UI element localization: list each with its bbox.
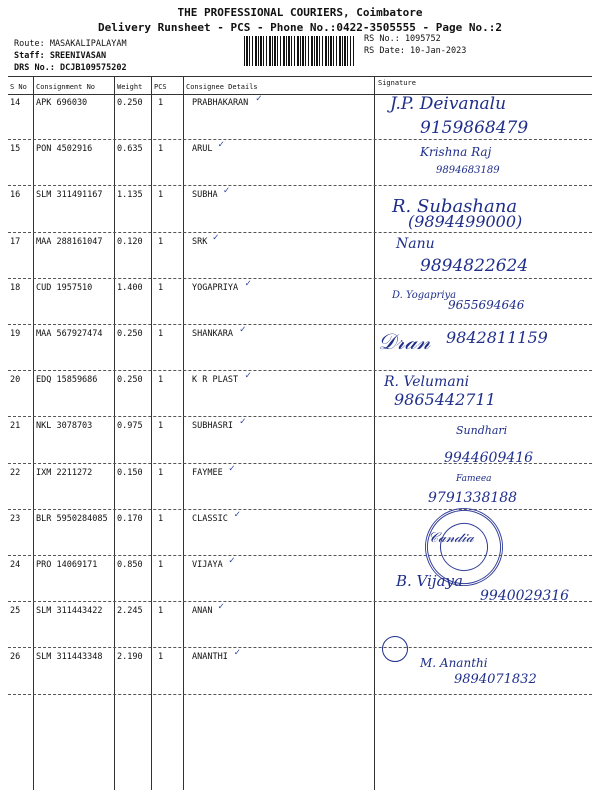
signature-scribble: 𝒟𝓇𝒶𝓃: [378, 330, 431, 355]
signature-phone: 9894071832: [454, 672, 537, 687]
check-mark-icon: ✓: [255, 94, 263, 104]
row-weight: 2.245: [117, 606, 143, 617]
row-pcs: 1: [158, 98, 164, 108]
row-pcs: 1: [158, 144, 164, 155]
row-sno: 23: [10, 513, 21, 524]
row-pcs: 1: [158, 329, 164, 339]
signature-text: Nanu: [396, 236, 435, 252]
row-pcs: 1: [158, 467, 164, 478]
check-mark-icon: ✓: [217, 140, 225, 151]
drs-label: DRS No.: DCJB109575202: [14, 63, 127, 73]
company-title: THE PROFESSIONAL COURIERS, Coimbatore: [177, 6, 423, 19]
row-weight: 0.250: [117, 375, 143, 386]
signature-text: Fameea: [456, 474, 492, 484]
row-weight: 0.635: [117, 144, 143, 155]
signature-text: B. Vijaya: [396, 572, 463, 590]
row-pcs: 1: [158, 652, 164, 663]
signature-text: J.P. Deivanalu: [390, 94, 507, 114]
row-sno: 15: [10, 144, 21, 155]
row-weight: 1.400: [117, 282, 143, 293]
row-sno: 21: [10, 421, 21, 432]
row-weight: 0.170: [117, 513, 143, 524]
row-consignee: ARUL: [192, 144, 213, 155]
check-mark-icon: ✓: [233, 648, 241, 659]
row-weight: 1.135: [117, 190, 143, 201]
signature-phone: 9791338188: [428, 490, 518, 506]
row-sno: 22: [10, 467, 21, 478]
row-weight: 0.150: [117, 467, 143, 478]
check-mark-icon: ✓: [223, 186, 231, 197]
signature-text: Sundhari: [456, 424, 508, 437]
row-sno: 25: [10, 606, 21, 617]
row-pcs: 1: [158, 513, 164, 524]
row-consignee: ANANTHI: [192, 652, 228, 663]
row-consignee: SUBHASRI: [192, 421, 233, 432]
rs-number: RS No.: 1095752: [364, 34, 441, 44]
row-consignment-no: NKL 3078703: [36, 421, 93, 432]
col-header-weight: Weight: [117, 83, 143, 91]
table-row: [0, 140, 600, 186]
col-header-consignee: Consignee Details: [186, 83, 258, 91]
signature-phone: 9944609416: [444, 450, 534, 466]
row-weight: 0.120: [117, 236, 143, 247]
signature-circle-mark: [382, 636, 408, 662]
row-sno: 20: [10, 375, 21, 386]
col-header-consignment: Consignment No: [36, 83, 96, 91]
row-consignee: SUBHA: [192, 190, 218, 201]
check-mark-icon: ✓: [233, 509, 241, 520]
signature-text: R. Subashana: [392, 196, 518, 217]
row-sno: 16: [10, 190, 21, 201]
barcode: [244, 36, 354, 66]
signature-phone: 9894822624: [420, 256, 529, 276]
row-pcs: 1: [158, 560, 164, 570]
row-sno: 26: [10, 652, 21, 663]
row-sno: 17: [10, 236, 21, 247]
row-weight: 0.250: [117, 329, 143, 339]
signature-phone: 9894683189: [436, 165, 500, 176]
table-row: [0, 602, 600, 648]
row-consignee: FAYMEE: [192, 467, 223, 478]
row-consignment-no: CUD 1957510: [36, 282, 93, 293]
row-consignment-no: BLR 5950284085: [36, 513, 108, 524]
row-sno: 18: [10, 282, 21, 293]
row-consignment-no: SLM 311443348: [36, 652, 103, 663]
table-row: [0, 510, 600, 556]
signature-phone: 9842811159: [446, 328, 548, 347]
row-consignee: K R PLAST: [192, 375, 239, 386]
row-pcs: 1: [158, 282, 164, 293]
rs-date: RS Date: 10-Jan-2023: [364, 46, 467, 56]
row-consignee: SRK: [192, 236, 208, 247]
check-mark-icon: ✓: [217, 602, 225, 613]
staff-label: Staff: SREENIVASAN: [14, 51, 107, 61]
signature-phone: 9940029316: [480, 588, 570, 604]
check-mark-icon: ✓: [228, 556, 236, 566]
check-mark-icon: ✓: [239, 325, 247, 335]
check-mark-icon: ✓: [239, 417, 247, 428]
row-pcs: 1: [158, 190, 164, 201]
signature-text: D. Yogapriya: [392, 290, 457, 301]
signature-text: M. Ananthi: [420, 656, 488, 670]
row-sno: 24: [10, 560, 21, 570]
row-consignee: PRABHAKARAN: [192, 98, 249, 108]
col-header-sno: S No: [10, 83, 27, 91]
row-consignment-no: SLM 311443422: [36, 606, 103, 617]
row-pcs: 1: [158, 236, 164, 247]
row-consignment-no: EDQ 15859686: [36, 375, 98, 386]
signature-phone: 9159868479: [420, 118, 529, 138]
row-pcs: 1: [158, 421, 164, 432]
row-weight: 0.975: [117, 421, 143, 432]
row-separator: [8, 694, 592, 695]
row-pcs: 1: [158, 606, 164, 617]
signature-phone: (9894499000): [408, 212, 523, 231]
signature-phone: 9655694646: [448, 298, 525, 312]
row-sno: 14: [10, 98, 21, 108]
signature-text: Krishna Raj: [420, 145, 492, 159]
check-mark-icon: ✓: [228, 463, 236, 474]
row-consignment-no: IXM 2211272: [36, 467, 93, 478]
row-consignment-no: PRO 14069171: [36, 560, 98, 570]
route-label: Route: MASAKALIPALAYAM: [14, 39, 127, 49]
signature-scribble: 𝒞𝒶𝓃𝒹𝒾𝒶: [428, 530, 474, 546]
row-weight: 2.190: [117, 652, 143, 663]
col-header-signature: Signature: [378, 79, 416, 87]
check-mark-icon: ✓: [244, 371, 252, 382]
col-header-pcs: PCS: [154, 83, 167, 91]
row-weight: 0.250: [117, 98, 143, 108]
row-consignee: ANAN: [192, 606, 213, 617]
check-mark-icon: ✓: [244, 278, 252, 289]
row-consignment-no: MAA 288161047: [36, 236, 103, 247]
row-weight: 0.850: [117, 560, 143, 570]
signature-phone: 9865442711: [394, 390, 496, 409]
table-row: [0, 371, 600, 417]
row-consignment-no: APK 696030: [36, 98, 88, 108]
row-consignment-no: SLM 311491167: [36, 190, 103, 201]
row-consignment-no: PON 4502916: [36, 144, 93, 155]
row-sno: 19: [10, 329, 21, 339]
row-consignee: YOGAPRIYA: [192, 282, 239, 293]
table-top-border: [8, 76, 592, 77]
row-consignee: SHANKARA: [192, 329, 233, 339]
row-consignee: VIJAYA: [192, 560, 223, 570]
signature-text: R. Velumani: [384, 374, 470, 390]
row-consignment-no: MAA 567927474: [36, 329, 103, 339]
row-pcs: 1: [158, 375, 164, 386]
check-mark-icon: ✓: [212, 232, 220, 243]
runsheet-subtitle: Delivery Runsheet - PCS - Phone No.:0422-3505555 - Page No.:2: [98, 21, 502, 34]
row-consignee: CLASSIC: [192, 513, 228, 524]
